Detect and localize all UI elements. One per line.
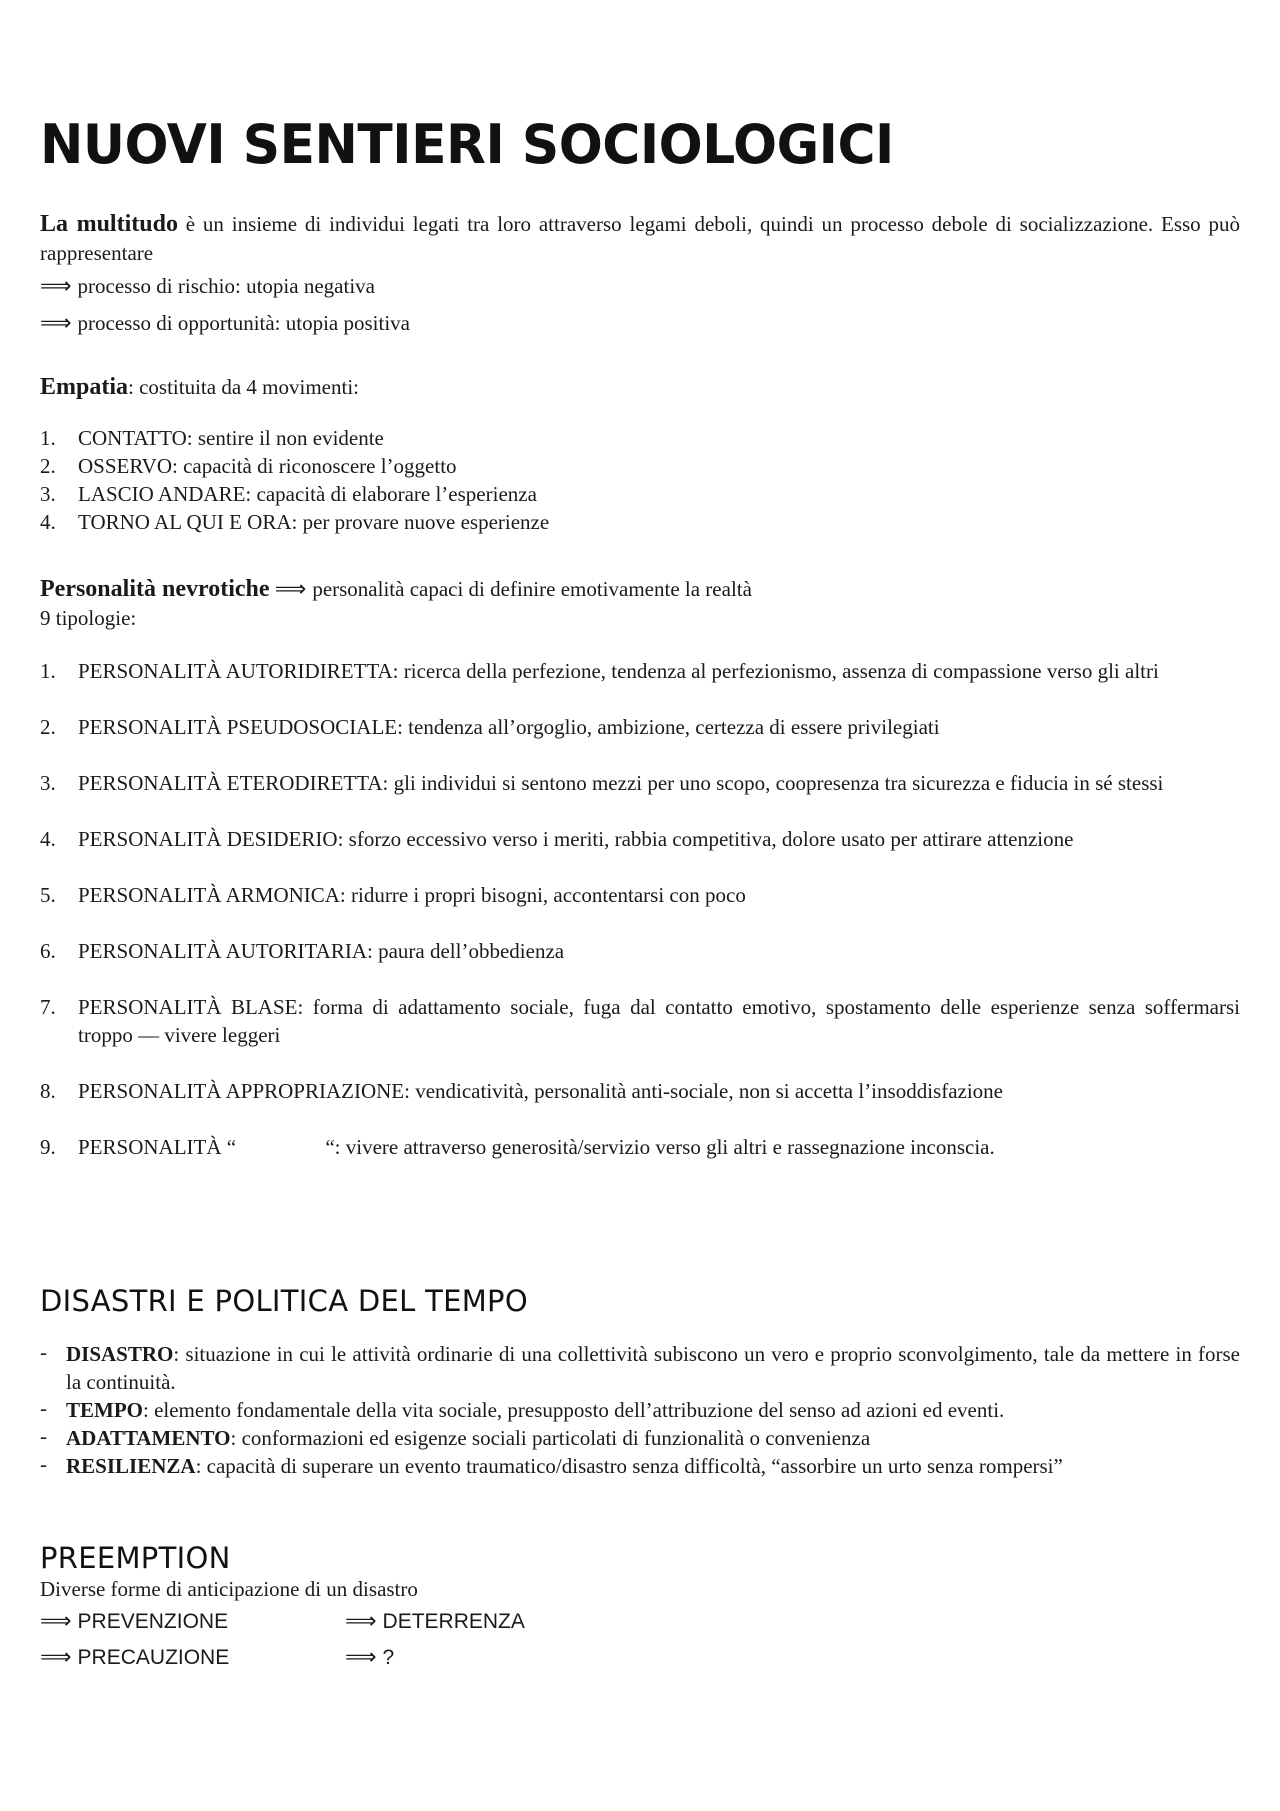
list-item	[40, 1077, 1240, 1105]
list-item-text: PERSONALITÀ BLASE: forma di adattamento sociale, fuga dal contatto emotivo, spostamento delle esperienze senza soffermarsi troppo — vivere leggeri	[78, 995, 1240, 1047]
list-number: 7.	[40, 995, 56, 1019]
dash-icon: -	[40, 1424, 47, 1448]
list-item-text: LASCIO ANDARE: capacità di elaborare l’esperienza	[78, 482, 537, 506]
list-item	[40, 452, 1240, 480]
multitudo-section	[40, 210, 1240, 338]
arrow-item-text: processo di opportunità: utopia positiva	[77, 311, 410, 335]
arrow-icon: ⟹	[274, 577, 307, 602]
preemption-label: PRECAUZIONE	[77, 1646, 230, 1669]
list-number: 8.	[40, 1079, 56, 1103]
definition-term: ADATTAMENTO	[66, 1426, 231, 1450]
preemption-text: Diverse forme di anticipazione di un disastro	[40, 1577, 418, 1601]
list-item	[40, 1424, 1240, 1452]
arrow-item	[40, 272, 1240, 301]
personalita-subtitle: 9 tipologie:	[40, 606, 137, 630]
list-item-text: PERSONALITÀ PSEUDOSOCIALE: tendenza all’orgoglio, ambizione, certezza di essere privilegiati	[78, 715, 940, 739]
list-number: 6.	[40, 939, 56, 963]
personalita-text: personalità capaci di definire emotivamente la realtà	[312, 577, 752, 601]
list-item	[40, 881, 1240, 909]
definition-text: : capacità di superare un evento traumatico/disastro senza difficoltà, “assorbire un urto senza rompersi”	[195, 1454, 1063, 1478]
dash-icon: -	[40, 1452, 47, 1476]
definition-text: : elemento fondamentale della vita sociale, presupposto dell’attribuzione del senso ad azioni ed eventi.	[143, 1398, 1005, 1422]
list-item-text: CONTATTO: sentire il non evidente	[78, 426, 384, 450]
preemption-heading: PREEMPTION	[40, 1541, 231, 1575]
personalita-term: Personalità nevrotiche	[40, 576, 270, 602]
preemption-section	[40, 1541, 1240, 1670]
list-number: 9.	[40, 1135, 56, 1159]
preemption-cell	[345, 1644, 394, 1672]
list-item-text: PERSONALITÀ ETERODIRETTA: gli individui si sentono mezzi per uno scopo, coopresenza tra sicurezza e fiducia in sé stessi	[78, 771, 1164, 795]
preemption-cell	[40, 1646, 229, 1669]
list-number: 4.	[40, 510, 56, 534]
definition-term: RESILIENZA	[66, 1454, 196, 1478]
list-item-text: PERSONALITÀ “ “: vivere attraverso generosità/servizio verso gli altri e rassegnazione inconscia.	[78, 1135, 995, 1159]
preemption-cell	[40, 1610, 228, 1633]
personalita-list	[40, 657, 1240, 1161]
definition-term: DISASTRO	[66, 1342, 174, 1366]
preemption-cell	[345, 1608, 525, 1636]
list-item	[40, 508, 1240, 536]
list-item	[40, 713, 1240, 741]
dash-icon: -	[40, 1396, 47, 1420]
arrow-icon: ⟹	[345, 1645, 377, 1670]
arrow-item	[40, 309, 1240, 338]
empatia-heading	[40, 373, 1240, 402]
list-item	[40, 1452, 1240, 1480]
preemption-label: DETERRENZA	[382, 1610, 525, 1633]
list-number: 1.	[40, 426, 56, 450]
list-item-text: PERSONALITÀ AUTORIDIRETTA: ricerca della perfezione, tendenza al perfezionismo, assenza di compassione verso gli altri	[78, 659, 1159, 683]
disastri-heading: DISASTRI E POLITICA DEL TEMPO	[40, 1284, 528, 1318]
personalita-heading	[40, 575, 1240, 604]
list-item-text: OSSERVO: capacità di riconoscere l’oggetto	[78, 454, 457, 478]
list-number: 3.	[40, 771, 56, 795]
list-item	[40, 993, 1240, 1049]
list-number: 3.	[40, 482, 56, 506]
list-number: 2.	[40, 715, 56, 739]
list-item-text: PERSONALITÀ APPROPRIAZIONE: vendicatività, personalità anti-sociale, non si accetta l’insoddisfazione	[78, 1079, 1003, 1103]
list-item	[40, 424, 1240, 452]
dash-icon: -	[40, 1340, 47, 1364]
disastri-section	[40, 1284, 1240, 1480]
list-item	[40, 769, 1240, 797]
multitudo-paragraph	[40, 210, 1240, 268]
multitudo-term: La multitudo	[40, 211, 178, 237]
definition-term: TEMPO	[66, 1398, 143, 1422]
list-item-text: PERSONALITÀ DESIDERIO: sforzo eccessivo verso i meriti, rabbia competitiva, dolore usato per attirare attenzione	[78, 827, 1074, 851]
empatia-list	[40, 424, 1240, 536]
list-number: 5.	[40, 883, 56, 907]
list-item-text: PERSONALITÀ ARMONICA: ridurre i propri bisogni, accontentarsi con poco	[78, 883, 746, 907]
list-item	[40, 1396, 1240, 1424]
list-number: 2.	[40, 454, 56, 478]
disastri-list	[40, 1340, 1240, 1480]
list-item	[40, 937, 1240, 965]
arrow-icon: ⟹	[345, 1609, 377, 1634]
personalita-section	[40, 575, 1240, 1189]
list-number: 1.	[40, 659, 56, 683]
arrow-icon: ⟹	[40, 274, 72, 299]
preemption-label: ?	[382, 1646, 395, 1669]
list-item	[40, 657, 1240, 685]
definition-text: : conformazioni ed esigenze sociali particolati di funzionalità o convenienza	[230, 1426, 871, 1450]
definition-text: : situazione in cui le attività ordinarie di una collettività subiscono un vero e proprio sconvolgimento, tale da mettere in forse la continuità.	[66, 1342, 1240, 1394]
page-title: NUOVI SENTIERI SOCIOLOGICI	[40, 113, 894, 176]
list-item	[40, 1340, 1240, 1396]
empatia-section	[40, 373, 1240, 536]
arrow-icon: ⟹	[40, 1609, 72, 1634]
list-item	[40, 1133, 1240, 1161]
arrow-icon: ⟹	[40, 1645, 72, 1670]
list-item-text: PERSONALITÀ AUTORITARIA: paura dell’obbedienza	[78, 939, 565, 963]
multitudo-text: è un insieme di individui legati tra loro attraverso legami deboli, quindi un processo debole di socializzazione. Esso può rappresentare	[40, 212, 1240, 265]
list-item	[40, 480, 1240, 508]
empatia-term: Empatia	[40, 374, 129, 400]
list-item	[40, 825, 1240, 853]
arrow-icon: ⟹	[40, 311, 72, 336]
list-number: 4.	[40, 827, 56, 851]
empatia-text: : costituita da 4 movimenti:	[128, 375, 359, 399]
arrow-item-text: processo di rischio: utopia negativa	[77, 274, 375, 298]
preemption-label: PREVENZIONE	[77, 1610, 229, 1633]
preemption-row	[40, 1644, 395, 1672]
preemption-row	[40, 1608, 525, 1636]
list-item-text: TORNO AL QUI E ORA: per provare nuove esperienze	[78, 510, 550, 534]
